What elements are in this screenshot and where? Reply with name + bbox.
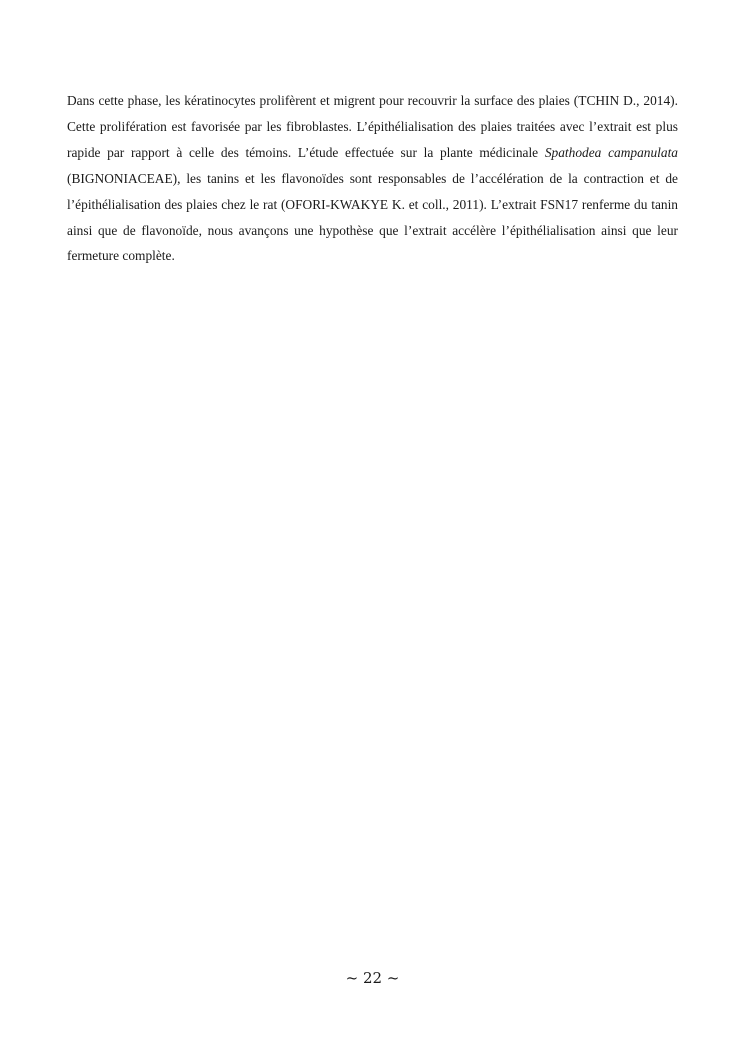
paragraph-text-part1: Dans cette phase, les kératinocytes prolifèrent et migrent pour recouvrir la surface des plaies (TCHIN D., 2014). Cette prolifération est favorisée par les fibroblastes. L’épithélialisation des plaies traitées avec l’extrait est plus rapide par rapport à celle des témoins. L’étude effectuée sur la plante médicinale: [67, 93, 678, 160]
species-name-italic: Spathodea campanulata: [544, 144, 678, 160]
paragraph-text-part2: (BIGNONIACEAE), les tanins et les flavonoïdes sont responsables de l’accélération de la contraction et de l’épithélialisation des plaies chez le rat (OFORI-KWAKYE K. et coll., 2011). L’extrait FSN17 renferme du tanin ainsi que de flavonoïde, nous avançons une hypothèse que l’extrait accélère l’épithélialisation ainsi que leur fermeture complète.: [67, 170, 678, 264]
body-paragraph: [67, 88, 678, 269]
page-number: ~ 22 ~: [345, 969, 400, 987]
